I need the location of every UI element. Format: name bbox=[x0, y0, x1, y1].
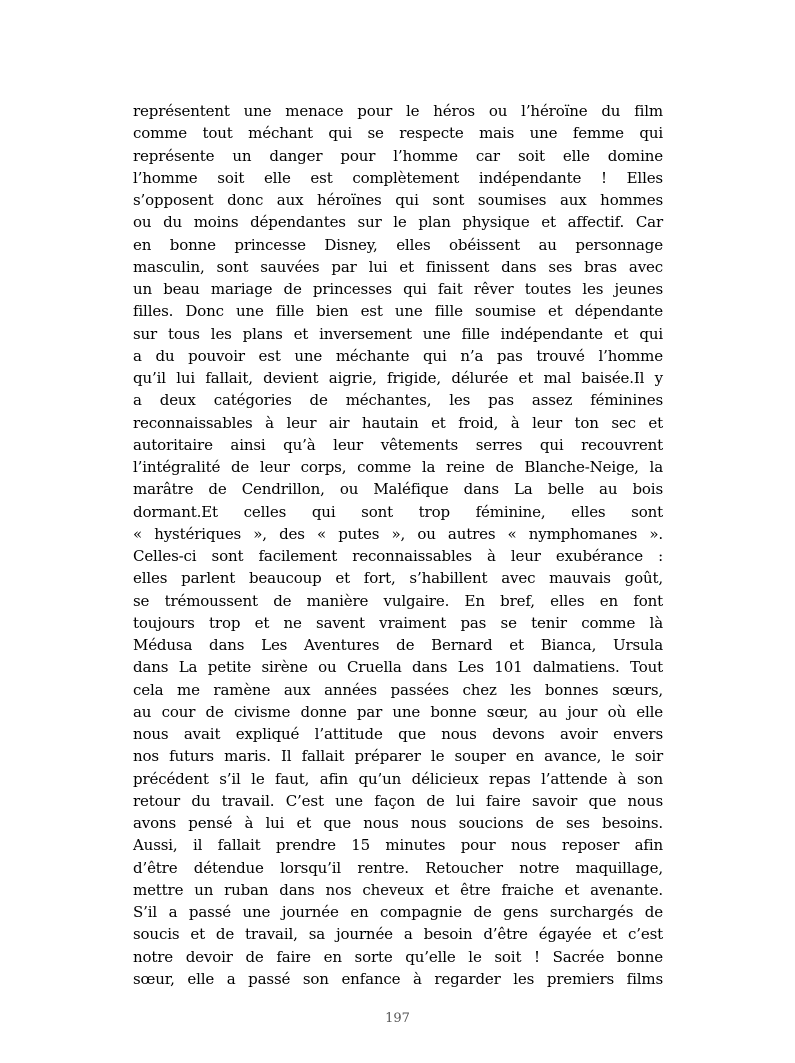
text-line: sœur, elle a passé son enfance à regarder les premiers films bbox=[133, 969, 663, 988]
text-line: cela me ramène aux années passées chez les bonnes sœurs, bbox=[133, 680, 663, 699]
text-line: notre devoir de faire en sorte qu’elle le soit ! Sacrée bonne bbox=[133, 947, 663, 966]
text-line: l’intégralité de leur corps, comme la reine de Blanche-Neige, la bbox=[133, 458, 663, 476]
text-line: masculin, sont sauvées par lui et finissent dans ses bras avec bbox=[133, 257, 663, 276]
text-line: ou du moins dépendantes sur le plan physique et affectif. Car bbox=[133, 213, 663, 232]
text-line: nous avait expliqué l’attitude que nous devons avoir envers bbox=[133, 725, 663, 743]
text-line: filles. Donc une fille bien est une fille soumise et dépendante bbox=[133, 302, 663, 321]
text-line: précédent s’il le faut, afin qu’un délicieux repas l’attende à son bbox=[133, 769, 663, 788]
text-line: en bonne princesse Disney, elles obéissent au personnage bbox=[133, 235, 663, 254]
text-line: l’homme soit elle est complètement indépendante ! Elles bbox=[133, 168, 663, 187]
text-line: marâtre de Cendrillon, ou Maléfique dans La belle au bois bbox=[133, 480, 663, 499]
text-line: comme tout méchant qui se respecte mais une femme qui bbox=[133, 124, 663, 143]
text-line: nos futurs maris. Il fallait préparer le souper en avance, le soir bbox=[133, 747, 663, 766]
text-line: Médusa dans Les Aventures de Bernard et Bianca, Ursula bbox=[133, 636, 663, 654]
page-body-text bbox=[133, 100, 663, 990]
text-line: représente un danger pour l’homme car soit elle domine bbox=[133, 146, 663, 165]
text-line: dormant.Et celles qui sont trop féminine, elles sont bbox=[133, 502, 663, 521]
text-line: a deux catégories de méchantes, les pas assez féminines bbox=[133, 391, 663, 410]
text-line: dans La petite sirène ou Cruella dans Les 101 dalmatiens. Tout bbox=[133, 658, 663, 677]
text-line: soucis et de travail, sa journée a besoin d’être égayée et c’est bbox=[133, 925, 663, 944]
text-line: autoritaire ainsi qu’à leur vêtements serres qui recouvrent bbox=[133, 435, 663, 454]
text-line: Celles-ci sont facilement reconnaissables à leur exubérance : bbox=[133, 547, 663, 565]
text-line: représentent une menace pour le héros ou l’héroïne du film bbox=[133, 102, 663, 120]
page-number: 197 bbox=[385, 1011, 410, 1026]
text-line: avons pensé à lui et que nous nous soucions de ses besoins. bbox=[133, 814, 663, 832]
text-line: d’être détendue lorsqu’il rentre. Retoucher notre maquillage, bbox=[133, 858, 663, 877]
text-line: un beau mariage de princesses qui fait rêver toutes les jeunes bbox=[133, 280, 663, 298]
text-line: Aussi, il fallait prendre 15 minutes pour nous reposer afin bbox=[133, 836, 663, 855]
text-line: S’il a passé une journée en compagnie de gens surchargés de bbox=[133, 903, 663, 921]
text-line: mettre un ruban dans nos cheveux et être fraiche et avenante. bbox=[133, 880, 663, 899]
text-line: qu’il lui fallait, devient aigrie, frigide, délurée et mal baisée.Il y bbox=[133, 369, 663, 387]
text-line: s’opposent donc aux héroïnes qui sont soumises aux hommes bbox=[133, 191, 663, 209]
text-line: retour du travail. C’est une façon de lui faire savoir que nous bbox=[133, 791, 663, 810]
text-line: toujours trop et ne savent vraiment pas se tenir comme là bbox=[133, 613, 663, 632]
text-line: reconnaissables à leur air hautain et froid, à leur ton sec et bbox=[133, 413, 663, 432]
text-line: se trémoussent de manière vulgaire. En bref, elles en font bbox=[133, 591, 663, 610]
text-line: au cour de civisme donne par une bonne sœur, au jour où elle bbox=[133, 702, 663, 721]
text-line: elles parlent beaucoup et fort, s’habillent avec mauvais goût, bbox=[133, 569, 663, 588]
text-line: sur tous les plans et inversement une fille indépendante et qui bbox=[133, 324, 663, 343]
text-line: a du pouvoir est une méchante qui n’a pas trouvé l’homme bbox=[133, 346, 663, 365]
text-line: « hystériques », des « putes », ou autres « nymphomanes ». bbox=[133, 524, 663, 543]
